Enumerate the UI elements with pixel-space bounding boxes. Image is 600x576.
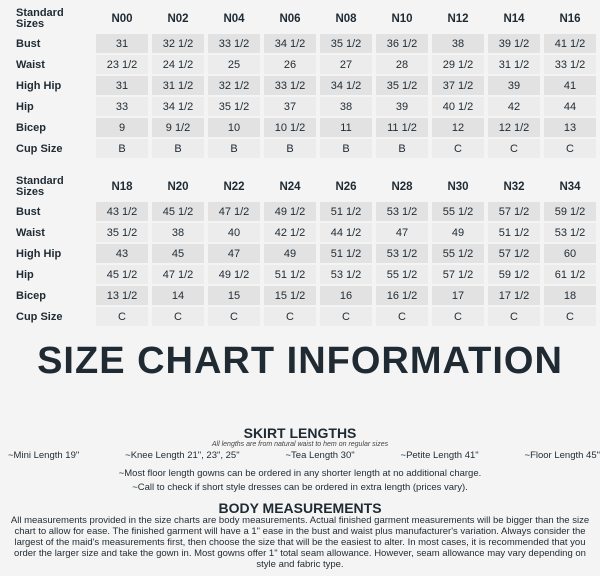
table-cell: 34 1/2	[320, 76, 372, 95]
table-cell: 42 1/2	[264, 223, 316, 242]
body-measurements-text: All measurements provided in the size charts are body measurements. Actual finished garment measurements will be bigger than the size chart to allow for ease. The finished garment will have a 1" ease in the bust and waist plus manufacturer's variation. Always consider the largest of the maid's measurements first, then choose the size that will be the easiest to alter. In most cases, it is recommended that you order the larger size and take the gown in. Most gowns offer 1" total seam allowance. However, seam allowance may vary depending on style and fabric type.	[10, 515, 590, 570]
row-label: Waist	[16, 226, 45, 239]
table-cell: 45 1/2	[152, 202, 204, 221]
table-cell: 33	[96, 97, 148, 116]
header-cell: N16	[559, 13, 581, 25]
header-cell: N20	[167, 181, 189, 193]
table-cell: 35 1/2	[320, 34, 372, 53]
skirt-info-line: ~Most floor length gowns can be ordered in any shorter length at no additional charge.	[118, 468, 482, 479]
table-cell: 43 1/2	[96, 202, 148, 221]
table-cell: 18	[544, 286, 596, 305]
table-cell: 17	[432, 286, 484, 305]
size-table-header	[4, 174, 596, 200]
table-cell: 59 1/2	[488, 265, 540, 284]
table-row	[4, 118, 596, 137]
table-cell: 36 1/2	[376, 34, 428, 53]
skirt-info-line: ~Call to check if short style dresses can be ordered in extra length (prices vary).	[132, 482, 468, 493]
table-cell: C	[96, 307, 148, 326]
row-label: High Hip	[16, 247, 62, 260]
table-cell: C	[208, 307, 260, 326]
table-cell: 26	[264, 55, 316, 74]
table-cell: 53 1/2	[376, 244, 428, 263]
table-cell: 53 1/2	[376, 202, 428, 221]
row-label: Bust	[16, 205, 41, 218]
header-cell: N02	[167, 13, 189, 25]
table-cell: 34 1/2	[264, 34, 316, 53]
table-cell: 57 1/2	[432, 265, 484, 284]
length-item: ~Knee Length 21", 23", 25"	[125, 450, 240, 461]
table-cell: 10	[208, 118, 260, 137]
table-cell: 37	[264, 97, 316, 116]
table-row	[4, 34, 596, 53]
table-cell: 31	[96, 76, 148, 95]
table-cell: B	[208, 139, 260, 158]
table-cell: 47	[208, 244, 260, 263]
header-cell: N30	[447, 181, 469, 193]
length-item: ~Mini Length 19"	[8, 450, 80, 461]
table-cell: 33 1/2	[264, 76, 316, 95]
table-cell: 25	[208, 55, 260, 74]
table-cell: 28	[376, 55, 428, 74]
table-cell: 61 1/2	[544, 265, 596, 284]
table-row	[4, 286, 596, 305]
table-cell: 40 1/2	[432, 97, 484, 116]
table-cell: 31 1/2	[488, 55, 540, 74]
table-cell: 34 1/2	[152, 97, 204, 116]
header-cell: N12	[447, 13, 469, 25]
table-cell: C	[432, 139, 484, 158]
table-row	[4, 244, 596, 263]
table-cell: 9 1/2	[152, 118, 204, 137]
table-cell: 44 1/2	[320, 223, 372, 242]
table-cell: 29 1/2	[432, 55, 484, 74]
table-cell: 9	[96, 118, 148, 137]
table-cell: C	[488, 307, 540, 326]
table-cell: 49	[264, 244, 316, 263]
skirt-lengths-note: All lengths are from natural waist to hem on regular sizes	[211, 441, 389, 448]
table-cell: 35 1/2	[376, 76, 428, 95]
table-cell: 55 1/2	[432, 202, 484, 221]
table-cell: 41	[544, 76, 596, 95]
table-cell: B	[96, 139, 148, 158]
table-cell: 35 1/2	[96, 223, 148, 242]
table-cell: 15	[208, 286, 260, 305]
table-cell: C	[376, 307, 428, 326]
body-measurements-heading: BODY MEASUREMENTS	[218, 500, 382, 516]
table-cell: 31 1/2	[152, 76, 204, 95]
table-cell: 39 1/2	[488, 34, 540, 53]
table-cell: 12	[432, 118, 484, 137]
page-title: SIZE CHART INFORMATION	[37, 340, 563, 382]
table-cell: B	[376, 139, 428, 158]
table-cell: B	[264, 139, 316, 158]
table-cell: 38	[320, 97, 372, 116]
table-row	[4, 97, 596, 116]
header-cell: Standard Sizes	[16, 7, 64, 30]
table-cell: 27	[320, 55, 372, 74]
header-cell: Standard Sizes	[16, 175, 64, 198]
table-cell: 15 1/2	[264, 286, 316, 305]
table-cell: 51 1/2	[320, 202, 372, 221]
table-cell: C	[488, 139, 540, 158]
table-cell: 31	[96, 34, 148, 53]
table-cell: 32 1/2	[208, 76, 260, 95]
size-table-2	[0, 172, 600, 328]
table-cell: 32 1/2	[152, 34, 204, 53]
table-cell: 40	[208, 223, 260, 242]
table-cell: 47	[376, 223, 428, 242]
table-row	[4, 265, 596, 284]
table-cell: 16 1/2	[376, 286, 428, 305]
table-cell: 57 1/2	[488, 202, 540, 221]
table-cell: 11	[320, 118, 372, 137]
table-cell: C	[320, 307, 372, 326]
row-label: High Hip	[16, 79, 62, 92]
row-label: Waist	[16, 58, 45, 71]
table-cell: 53 1/2	[544, 223, 596, 242]
table-row	[4, 55, 596, 74]
size-table-header	[4, 6, 596, 32]
table-cell: C	[264, 307, 316, 326]
table-cell: 11 1/2	[376, 118, 428, 137]
header-cell: N28	[391, 181, 413, 193]
row-label: Cup Size	[16, 310, 63, 323]
table-cell: 13	[544, 118, 596, 137]
header-cell: N04	[223, 13, 245, 25]
table-row	[4, 202, 596, 221]
length-item: ~Petite Length 41"	[400, 450, 479, 461]
table-cell: 49	[432, 223, 484, 242]
skirt-lengths-list	[8, 450, 600, 461]
table-cell: 47 1/2	[208, 202, 260, 221]
table-cell: 57 1/2	[488, 244, 540, 263]
table-cell: C	[152, 307, 204, 326]
table-cell: 24 1/2	[152, 55, 204, 74]
header-cell: N06	[279, 13, 301, 25]
table-cell: 38	[152, 223, 204, 242]
table-cell: 51 1/2	[488, 223, 540, 242]
table-cell: 44	[544, 97, 596, 116]
table-cell: 49 1/2	[208, 265, 260, 284]
header-cell: N10	[391, 13, 413, 25]
row-label: Hip	[16, 268, 34, 281]
header-cell: N14	[503, 13, 525, 25]
table-cell: 10 1/2	[264, 118, 316, 137]
header-cell: N18	[111, 181, 133, 193]
table-cell: 39	[488, 76, 540, 95]
table-cell: C	[544, 139, 596, 158]
length-item: ~Tea Length 30"	[285, 450, 355, 461]
table-cell: B	[152, 139, 204, 158]
table-cell: 23 1/2	[96, 55, 148, 74]
table-cell: 37 1/2	[432, 76, 484, 95]
table-row	[4, 139, 596, 158]
table-cell: 45	[152, 244, 204, 263]
table-cell: 35 1/2	[208, 97, 260, 116]
table-row	[4, 223, 596, 242]
header-cell: N24	[279, 181, 301, 193]
table-cell: 59 1/2	[544, 202, 596, 221]
row-label: Cup Size	[16, 142, 63, 155]
table-cell: 12 1/2	[488, 118, 540, 137]
table-cell: 41 1/2	[544, 34, 596, 53]
row-label: Bicep	[16, 289, 46, 302]
table-cell: 39	[376, 97, 428, 116]
table-cell: 55 1/2	[376, 265, 428, 284]
table-cell: 45 1/2	[96, 265, 148, 284]
table-cell: 51 1/2	[264, 265, 316, 284]
table-cell: 49 1/2	[264, 202, 316, 221]
header-cell: N08	[335, 13, 357, 25]
header-cell: N26	[335, 181, 357, 193]
table-cell: 51 1/2	[320, 244, 372, 263]
row-label: Hip	[16, 100, 34, 113]
table-cell: 14	[152, 286, 204, 305]
table-cell: C	[544, 307, 596, 326]
table-cell: 17 1/2	[488, 286, 540, 305]
table-cell: 38	[432, 34, 484, 53]
header-cell: N22	[223, 181, 245, 193]
table-cell: 33 1/2	[544, 55, 596, 74]
skirt-lengths-heading: SKIRT LENGTHS	[243, 425, 357, 441]
header-cell: N34	[559, 181, 581, 193]
length-item: ~Floor Length 45"	[524, 450, 600, 461]
header-cell: N00	[111, 13, 133, 25]
table-cell: 47 1/2	[152, 265, 204, 284]
size-table-1	[0, 4, 600, 160]
table-cell: 13 1/2	[96, 286, 148, 305]
table-row	[4, 307, 596, 326]
table-cell: 53 1/2	[320, 265, 372, 284]
row-label: Bust	[16, 37, 41, 50]
table-cell: 42	[488, 97, 540, 116]
table-cell: 43	[96, 244, 148, 263]
table-row	[4, 76, 596, 95]
table-cell: 60	[544, 244, 596, 263]
header-cell: N32	[503, 181, 525, 193]
table-cell: 55 1/2	[432, 244, 484, 263]
table-cell: 33 1/2	[208, 34, 260, 53]
table-cell: C	[432, 307, 484, 326]
table-cell: B	[320, 139, 372, 158]
row-label: Bicep	[16, 121, 46, 134]
table-cell: 16	[320, 286, 372, 305]
